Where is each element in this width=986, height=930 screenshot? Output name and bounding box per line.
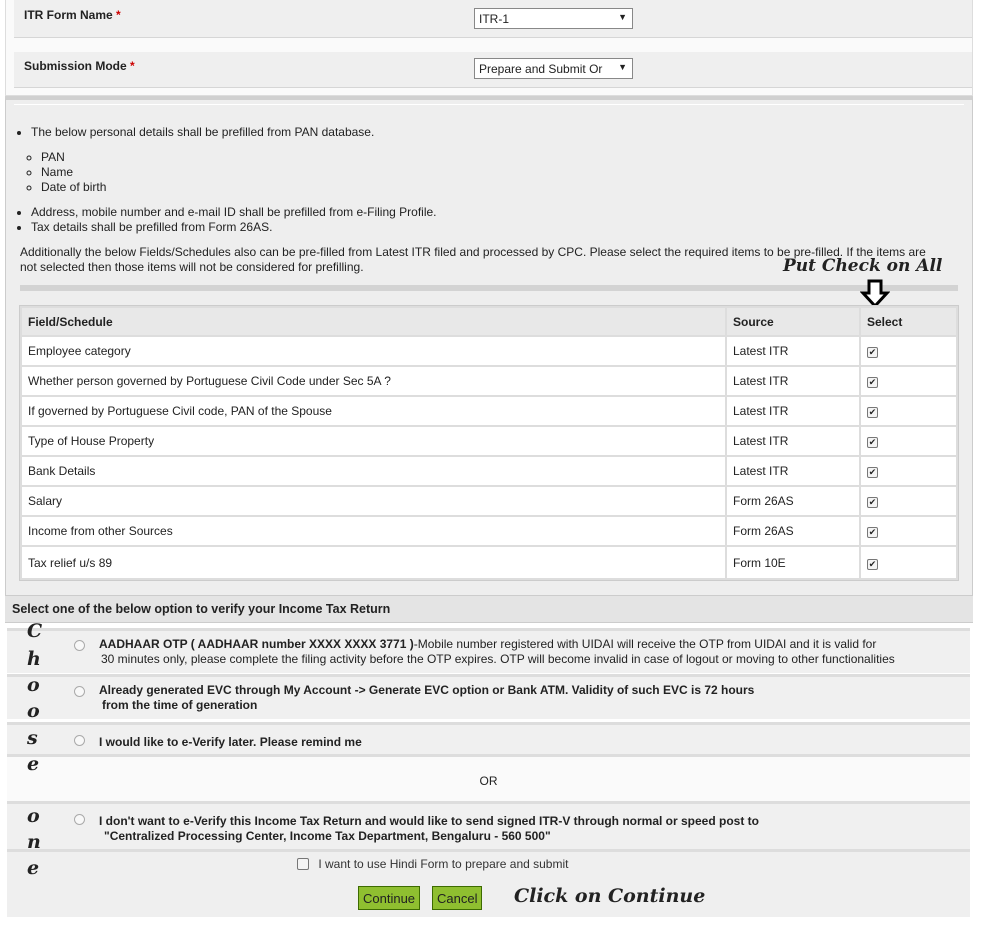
table-row [22, 397, 956, 425]
select-checkbox[interactable]: ✔ [868, 377, 877, 387]
choose-letter: h [27, 648, 41, 670]
field-cell: Salary [22, 487, 725, 515]
field-cell: Tax relief u/s 89 [22, 547, 725, 578]
required-marker: * [130, 59, 135, 73]
itr-form-select[interactable]: ITR-1 ▼ [474, 8, 633, 29]
source-cell: Latest ITR [727, 397, 859, 425]
itr-form-row [14, 0, 972, 38]
table-header: Field/Schedule Source Select [22, 308, 956, 335]
source-cell: Latest ITR [727, 427, 859, 455]
dropdown-arrow-icon: ▼ [618, 62, 627, 72]
select-cell [861, 517, 956, 545]
source-cell: Form 26AS [727, 487, 859, 515]
table-row [22, 337, 956, 365]
submission-mode-row [14, 52, 972, 88]
select-checkbox[interactable]: ✔ [868, 527, 877, 537]
verify-heading: Select one of the below option to verify your Income Tax Return [5, 596, 973, 623]
select-checkbox[interactable]: ✔ [868, 347, 877, 357]
cancel-button[interactable]: Cancel [432, 886, 482, 910]
list-item: • Tax details shall be prefilled from Form 26AS. [31, 220, 437, 235]
table-row [22, 427, 956, 455]
list-item: ◦ Name [41, 165, 106, 180]
list-item: ◦ PAN [41, 150, 106, 165]
dropdown-arrow-icon: ▼ [618, 12, 627, 22]
source-cell: Form 10E [727, 547, 859, 578]
radio-verify-later[interactable] [74, 735, 85, 746]
radio-evc[interactable] [74, 686, 85, 697]
source-cell: Latest ITR [727, 367, 859, 395]
choose-letter: o [27, 700, 40, 722]
select-cell [861, 427, 956, 455]
select-cell [861, 487, 956, 515]
option-aadhaar-otp[interactable]: AADHAAR OTP ( AADHAAR number XXXX XXXX 3771 )-Mobile number registered with UIDAI will receive the OTP from UIDAI and it is valid for 30 minutes only, please complete the filing activity before the OTP expires. OTP will become invalid in case of logout or moving to other functionalities [7, 628, 970, 673]
table-row [22, 367, 956, 395]
field-cell: Type of House Property [22, 427, 725, 455]
table-row [22, 487, 956, 515]
field-cell: If governed by Portuguese Civil code, PAN of the Spouse [22, 397, 725, 425]
prefill-list: • The below personal details shall be prefilled from PAN database. [31, 125, 374, 140]
choose-letter: s [27, 727, 38, 749]
itr-form-label: ITR Form Name [24, 8, 113, 22]
select-checkbox[interactable]: ✔ [868, 437, 877, 447]
select-cell [861, 337, 956, 365]
continue-button[interactable]: Continue [358, 886, 420, 910]
select-cell [861, 457, 956, 485]
submission-mode-select[interactable]: Prepare and Submit Or ▼ [474, 58, 633, 79]
select-checkbox[interactable]: ✔ [868, 558, 877, 569]
submission-mode-label: Submission Mode [24, 59, 127, 73]
hindi-form-option[interactable]: I want to use Hindi Form to prepare and submit [297, 857, 568, 871]
choose-letter: o [27, 805, 40, 827]
put-check-annotation: Put Check on All [783, 256, 943, 276]
table-row [22, 517, 956, 545]
choose-letter: n [27, 831, 41, 853]
click-continue-annotation: Click on Continue [514, 885, 706, 907]
additional-text: Additionally the below Fields/Schedules also can be pre-filled from Latest ITR filed and processed by CPC. Please select the required items to be pre-filled. If the items are not selected then those items will not be considered for prefilling. [20, 245, 926, 274]
choose-letter: C [27, 620, 43, 642]
choose-letter: e [27, 753, 40, 775]
select-cell [861, 367, 956, 395]
table-row [22, 457, 956, 485]
select-checkbox[interactable]: ✔ [868, 467, 877, 477]
required-marker: * [116, 8, 121, 22]
choose-letter: o [27, 674, 40, 696]
list-item: • Address, mobile number and e-mail ID shall be prefilled from e-Filing Profile. [31, 205, 437, 220]
hindi-form-checkbox[interactable] [297, 858, 309, 870]
select-cell [861, 547, 956, 578]
radio-aadhaar-otp[interactable] [74, 640, 85, 651]
option-itr-v-post[interactable]: I don't want to e-Verify this Income Tax Return and would like to send signed ITR-V through normal or speed post to "Centralized Processing Center, Income Tax Department, Bengaluru - 560 500" [7, 801, 970, 849]
field-cell: Whether person governed by Portuguese Civil Code under Sec 5A ? [22, 367, 725, 395]
field-cell: Bank Details [22, 457, 725, 485]
select-checkbox[interactable]: ✔ [868, 497, 877, 507]
field-cell: Employee category [22, 337, 725, 365]
table-row [22, 547, 956, 578]
option-verify-later[interactable]: I would like to e-Verify later. Please remind me [7, 722, 970, 754]
list-item: ◦ Date of birth [41, 180, 106, 195]
choose-letter: e [27, 857, 40, 879]
radio-itr-v-post[interactable] [74, 814, 85, 825]
source-cell: Form 26AS [727, 517, 859, 545]
source-cell: Latest ITR [727, 457, 859, 485]
source-cell: Latest ITR [727, 337, 859, 365]
prefill-table [19, 305, 959, 581]
form-header [5, 0, 973, 96]
option-evc[interactable]: Already generated EVC through My Account -> Generate EVC option or Bank ATM. Validity of such EVC is 72 hours from the time of generation [7, 674, 970, 719]
or-separator: OR [479, 774, 498, 788]
select-checkbox[interactable]: ✔ [868, 407, 877, 417]
field-cell: Income from other Sources [22, 517, 725, 545]
select-cell [861, 397, 956, 425]
